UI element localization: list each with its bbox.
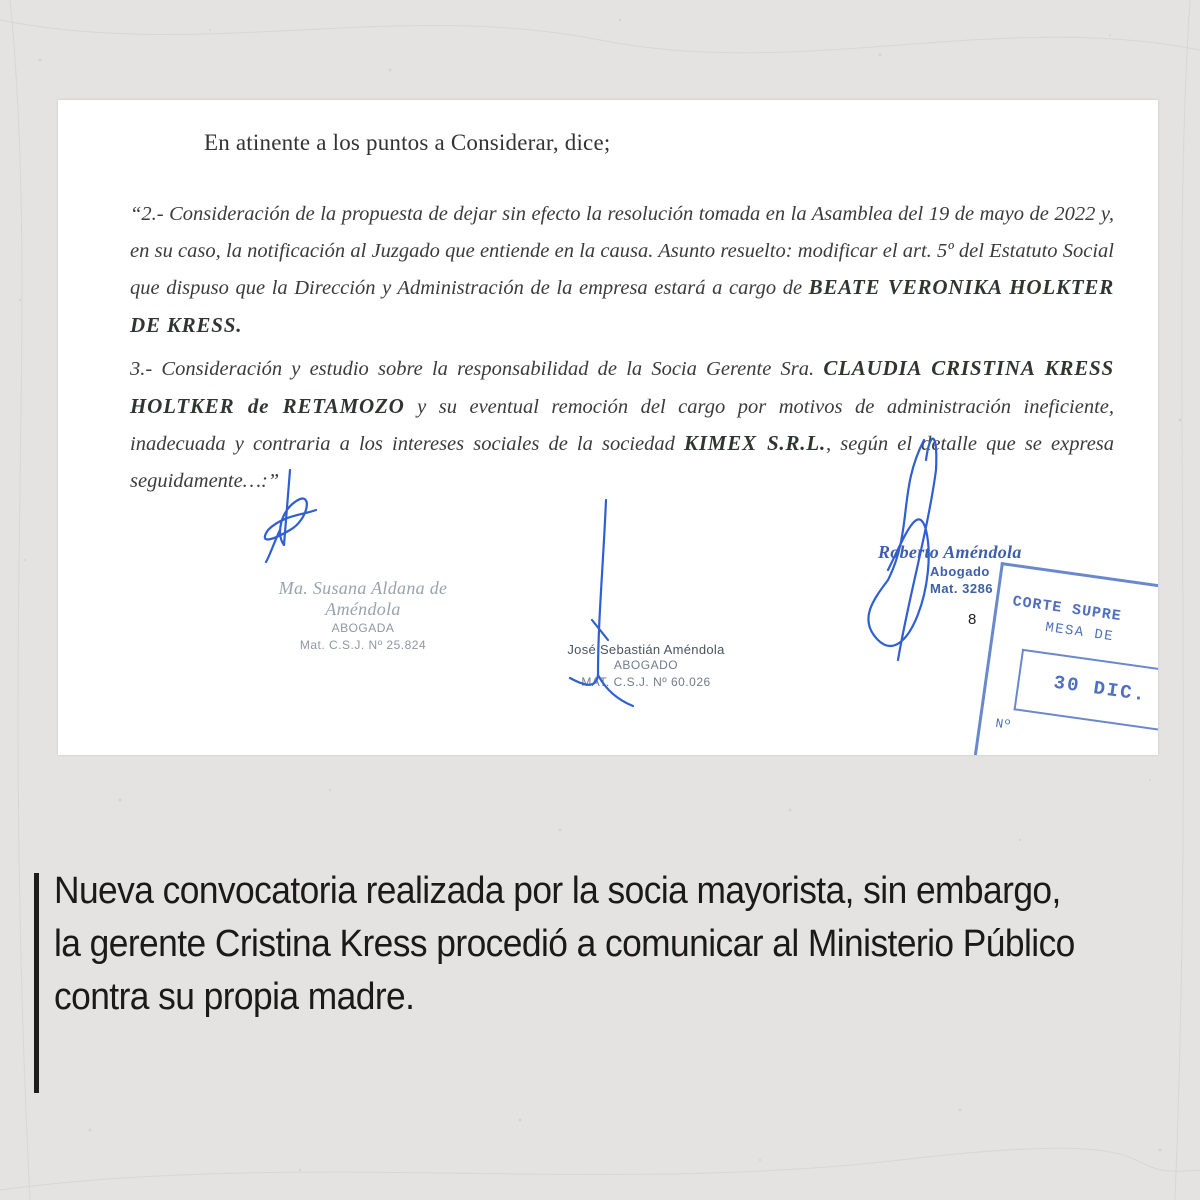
court-stamp-date: 30 DIC. — [1052, 671, 1149, 707]
signature-stamp-1 — [253, 578, 473, 654]
caption-text: Nueva convocatoria realizada por la socia mayorista, sin embargo, la gerente Cristina Kress procedió a comunicar al Ministerio Público contra su propia madre. — [54, 870, 1075, 1018]
paragraph-2-text: “2.- Consideración de la propuesta de dejar sin efecto la resolución tomada en la Asamblea del 19 de mayo de 2022 y, en su caso, la notificación al Juzgado que entiende en la causa. Asunto resuelto: modificar el art. 5º del Estatuto Social que dispuso que la Dirección y Administración de la empresa estará a cargo de — [130, 203, 1114, 299]
paragraph-3-name: CLAUDIA CRISTINA KRESS HOLTKER de RETAMOZO — [130, 356, 1115, 418]
court-stamp-line-1: CORTE SUPRE — [1011, 593, 1123, 626]
court-received-stamp — [972, 562, 1158, 755]
signature-2-title: ABOGADO — [613, 658, 679, 672]
signature-3-registration: Mat. 3286 — [930, 581, 994, 596]
paragraph-3-text-b: y su eventual remoción del cargo por motivos de administración ineficiente, inadecuada y contraria a los intereses sociales de la sociedad — [130, 395, 1114, 455]
page-number: 8 — [968, 611, 977, 628]
signature-stamp-2 — [536, 642, 756, 691]
court-stamp-line-2: MESA DE — [1044, 619, 1116, 646]
court-stamp-number-label: Nº — [994, 715, 1012, 733]
signature-3-name: Roberto Améndola — [878, 542, 1022, 562]
paragraph-item-3: 3.- Consideración y estudio sobre la responsabilidad de la Socia Gerente Sra. CLAUDIA CRISTINA KRESS HOLTKER de RETAMOZO y su eventual remoción del cargo por motivos de administración ineficiente, inadecuada y contraria a los intereses sociales de la sociedad KIMEX S.R.L., según el detalle que se expresa seguidamente…:” — [130, 356, 1115, 492]
signature-3-title: Abogado — [930, 564, 990, 579]
signature-1-registration: Mat. C.S.J. Nº 25.824 — [299, 638, 427, 652]
document-intro: En atinente a los puntos a Considerar, dice; — [204, 130, 611, 155]
document-scan — [58, 100, 1158, 755]
paragraph-3-text-a: 3.- Consideración y estudio sobre la responsabilidad de la Socia Gerente Sra. — [130, 358, 815, 380]
signature-1-title: ABOGADA — [331, 621, 395, 635]
caption-accent-bar — [34, 873, 39, 1093]
paragraph-2-name: BEATE VERONIKA HOLKTER DE KRESS. — [130, 275, 1115, 337]
signature-2-name: José Sebastián Améndola — [567, 642, 725, 657]
paragraph-3-text-c: según el detalle que se expresa seguidamente…:” — [130, 433, 1115, 492]
signature-1-name: Ma. Susana Aldana de Améndola — [278, 578, 448, 619]
paragraph-item-2 — [130, 196, 1114, 344]
paragraph-3-company: KIMEX S.R.L. — [684, 431, 827, 455]
signature-2-registration: MAT. C.S.J. Nº 60.026 — [581, 675, 711, 689]
